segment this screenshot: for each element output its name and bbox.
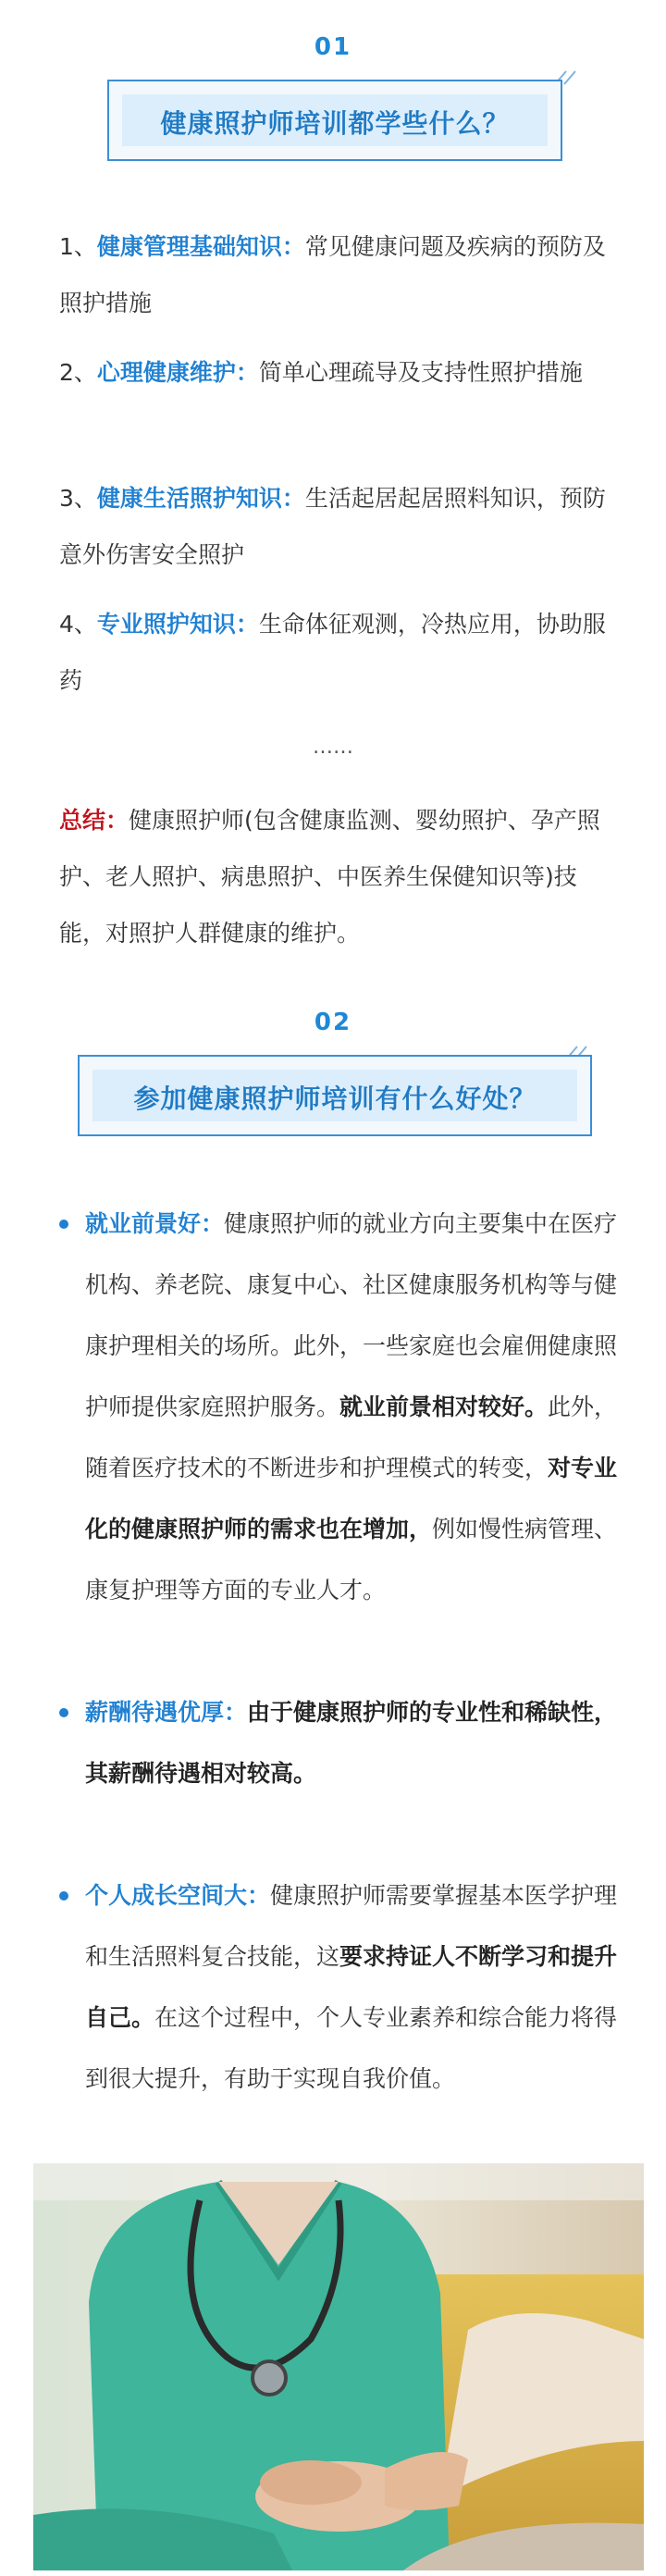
summary-paragraph: 总结：健康照护师(包含健康监测、婴幼照护、孕产照护、老人照护、病患照护、中医养生保健知识等)技能，对照护人群健康的维护。 <box>59 807 600 947</box>
benefit-salary: 薪酬待遇优厚：由于健康照护师的专业性和稀缺性，其薪酬待遇相对较高。 <box>85 1699 618 1787</box>
knowledge-item-3: 3、健康生活照护知识：生活起居起居照料知识，预防意外伤害安全照护 <box>59 485 606 568</box>
bullet-dot <box>59 1220 68 1229</box>
knowledge-item-2: 2、心理健康维护：简单心理疏导及支持性照护措施 <box>59 359 583 386</box>
section-number-01: 01 <box>314 33 352 61</box>
knowledge-item-4: 4、专业照护知识：生命体征观测，冷热应用，协助服药 <box>59 611 606 694</box>
benefit-employment: 就业前景好：健康照护师的就业方向主要集中在医疗机构、养老院、康复中心、社区健康服务机构等与健康护理相关的场所。此外，一些家庭也会雇佣健康照护师提供家庭照护服务。就业前景相对较好。此外，随着医疗技术的不断进步和护理模式的转变，对专业化的健康照护师的需求也在增加，例如慢性病管理、康复护理等方面的专业人才。 <box>85 1210 618 1604</box>
benefit-growth: 个人成长空间大：健康照护师需要掌握基本医学护理和生活照料复合技能，这要求持证人不断学习和提升自己。在这个过程中，个人专业素养和综合能力将得到很大提升，有助于实现自我价值。 <box>85 1882 618 2092</box>
bullet-dot <box>59 1891 68 1901</box>
ellipsis: …… <box>313 736 353 759</box>
question-box-2 <box>78 1055 592 1136</box>
question-title-1: 健康照护师培训都学些什么？ <box>160 108 510 139</box>
summary-label: 总结： <box>59 807 130 834</box>
bullet-dot <box>59 1708 68 1717</box>
question-box-1 <box>107 80 562 161</box>
question-title-2: 参加健康照护师培训有什么好处？ <box>133 1084 536 1114</box>
section-number-02: 02 <box>314 1009 352 1036</box>
caregiver-holding-hands-photo <box>33 2163 644 2570</box>
knowledge-item-1: 1、健康管理基础知识：常见健康问题及疾病的预防及照护措施 <box>59 233 606 316</box>
